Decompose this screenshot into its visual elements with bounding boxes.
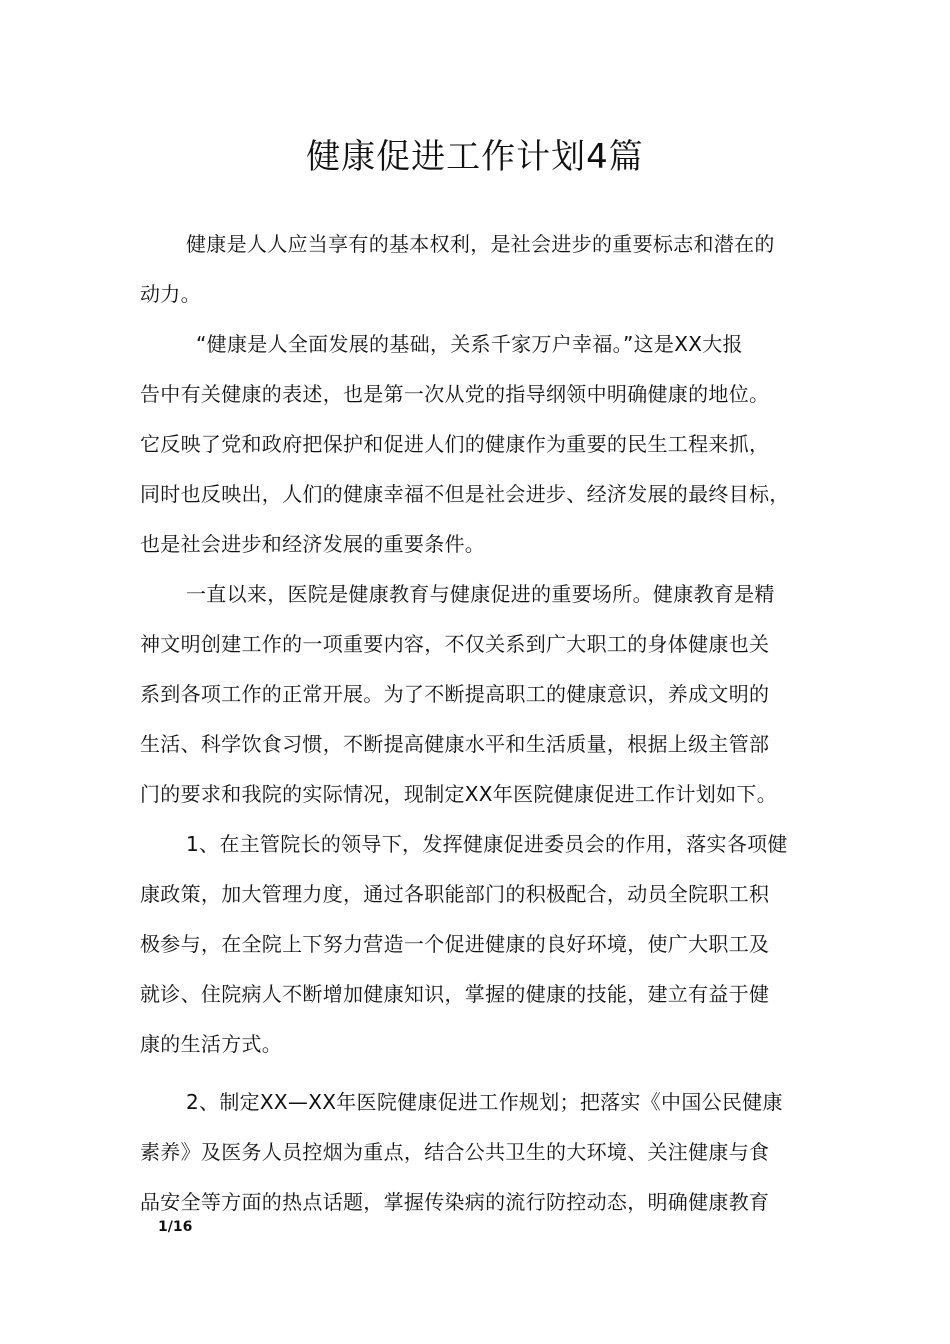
paragraph-line: 就诊、住院病人不断增加健康知识，掌握的健康的技能，建立有益于健: [140, 982, 770, 1006]
paragraph-line: 门的要求和我院的实际情况，现制定XX年医院健康促进工作计划如下。: [140, 782, 778, 806]
paragraph-line: 2、制定XX—XX年医院健康促进工作规划；把落实《中国公民健康: [186, 1090, 783, 1114]
paragraph-line: “健康是人全面发展的基础，关系千家万户幸福。”这是XX大报: [196, 332, 743, 356]
paragraph-line: 极参与，在全院上下努力营造一个促进健康的良好环境，使广大职工及: [140, 932, 770, 956]
paragraph-line: 生活、科学饮食习惯，不断提高健康水平和生活质量，根据上级主管部: [140, 732, 770, 756]
paragraph-line: 动力。: [140, 282, 201, 306]
paragraph-line: 1、在主管院长的领导下，发挥健康促进委员会的作用，落实各项健: [186, 832, 788, 856]
paragraph-line: 神文明创建工作的一项重要内容，不仅关系到广大职工的身体健康也关: [140, 632, 770, 656]
paragraph-line: 也是社会进步和经济发展的重要条件。: [140, 532, 486, 556]
paragraph-line: 素养》及医务人员控烟为重点，结合公共卫生的大环境、关注健康与食: [140, 1140, 770, 1164]
paragraph-line: 康的生活方式。: [140, 1032, 283, 1056]
paragraph-line: 它反映了党和政府把保护和促进人们的健康作为重要的民生工程来抓，: [140, 432, 770, 456]
paragraph-line: 康政策，加大管理力度，通过各职能部门的积极配合，动员全院职工积: [140, 882, 770, 906]
paragraph-line: 告中有关健康的表述，也是第一次从党的指导纲领中明确健康的地位。: [140, 382, 770, 406]
paragraph-line: 健康是人人应当享有的基本权利，是社会进步的重要标志和潜在的: [186, 232, 775, 256]
document-title: 健康促进工作计划4篇: [306, 137, 644, 177]
paragraph-line: 品安全等方面的热点话题，掌握传染病的流行防控动态，明确健康教育: [140, 1190, 770, 1214]
paragraph-line: 系到各项工作的正常开展。为了不断提高职工的健康意识，养成文明的: [140, 682, 770, 706]
paragraph-line: 同时也反映出，人们的健康幸福不但是社会进步、经济发展的最终目标，: [140, 482, 790, 506]
paragraph-line: 一直以来，医院是健康教育与健康促进的重要场所。健康教育是精: [186, 582, 775, 606]
page-number: 1/16: [158, 1219, 193, 1235]
